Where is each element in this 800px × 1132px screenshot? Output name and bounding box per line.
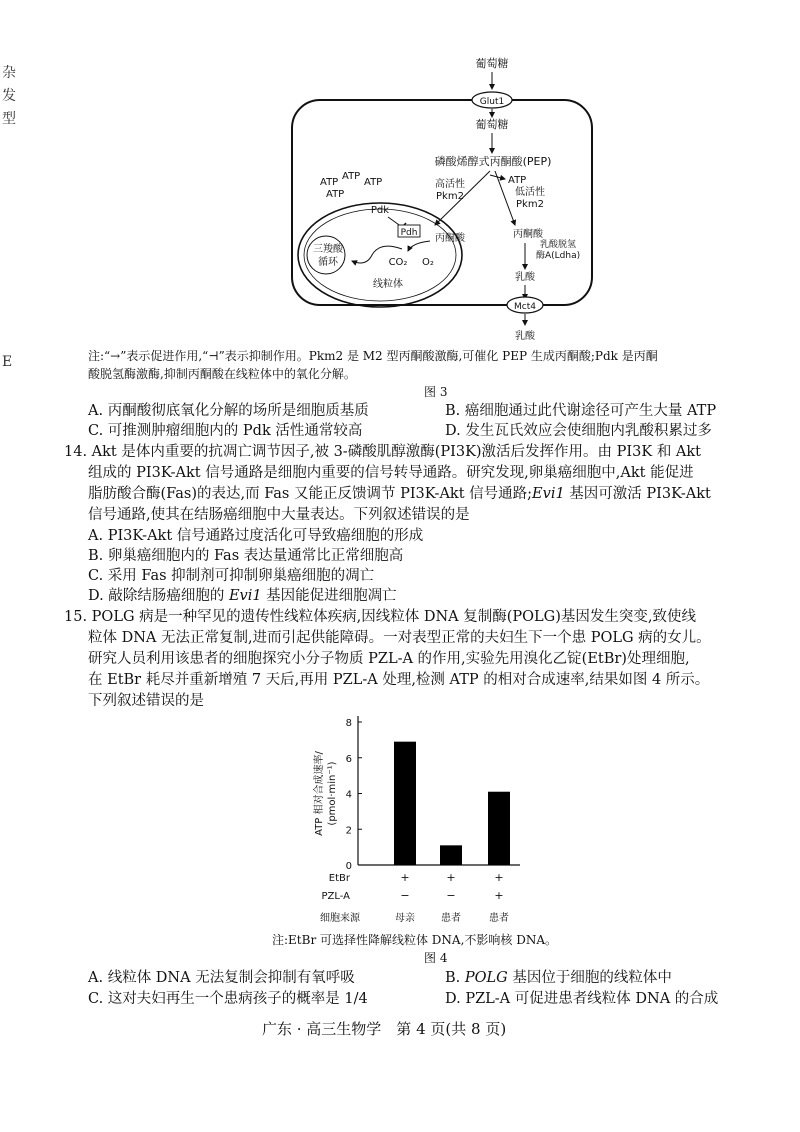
- q14-option-d: D. 敲除结肠癌细胞的 Evi1 基因能促进细胞凋亡: [88, 588, 397, 604]
- y-tick-label: 2: [345, 825, 352, 837]
- lactate-outside-label: 乳酸: [515, 331, 535, 342]
- treatment-mark: +: [446, 871, 456, 884]
- co2-label: CO₂: [388, 257, 408, 268]
- row-label: PZL-A: [321, 891, 350, 902]
- lactate-inside-label: 乳酸: [515, 272, 535, 283]
- bar: [440, 845, 462, 865]
- bar: [488, 792, 510, 865]
- glucose-inside-label: 葡萄糖: [475, 118, 509, 131]
- margin-char: 杂: [2, 65, 16, 81]
- figure-3-note: 注:“→”表示促进作用,“⊣”表示抑制作用。Pkm2 是 M2 型丙酮酸激酶,可催化 PEP 生成丙酮酸;Pdk 是丙酮: [88, 349, 658, 363]
- high-pkm2-label: 高活性: [435, 179, 465, 190]
- glut1-label: Glut1: [479, 97, 505, 107]
- y-axis-label: ATP 相对合成速率/: [314, 751, 325, 836]
- treatment-mark: +: [494, 889, 504, 902]
- pdk-label: Pdk: [370, 205, 390, 216]
- ldha-label: 酶A(Ldha): [536, 251, 581, 261]
- category-label: 母亲: [395, 913, 415, 924]
- y-axis-label: (pmol·min⁻¹): [327, 761, 338, 826]
- q15-option-d: D. PZL-A 可促进患者线粒体 DNA 的合成: [445, 991, 719, 1007]
- q15-stem: 下列叙述错误的是: [88, 693, 204, 709]
- pyruvate-right-label: 丙酮酸: [513, 229, 543, 240]
- q15-stem: 研究人员利用该患者的细胞探究小分子物质 PZL-A 的作用,实验先用溴化乙锭(EtBr)处理细胞,: [88, 651, 690, 667]
- q15-option-c: C. 这对夫妇再生一个患病孩子的概率是 1/4: [88, 991, 368, 1007]
- mitochondrion: [298, 203, 462, 307]
- pyruvate-left-label: 丙酮酸: [435, 233, 465, 244]
- mct4-label: Mct4: [514, 302, 536, 312]
- figure-3-note: 酸脱氢酶激酶,抑制丙酮酸在线粒体中的氧化分解。: [88, 367, 356, 381]
- q14-stem: 脂肪酸合酶(Fas)的表达,而 Fas 又能正反馈调节 PI3K-Akt 信号通路;Evi1 基因可激活 PI3K-Akt: [88, 486, 711, 502]
- q13-option-c: C. 可推测肿瘤细胞内的 Pdk 活性通常较高: [88, 423, 363, 439]
- figure-4-note: 注:EtBr 可选择性降解线粒体 DNA,不影响核 DNA。: [272, 933, 558, 947]
- figure-3-diagram: [280, 55, 610, 345]
- page-footer: 广东 · 高三生物学 第 4 页(共 8 页): [262, 1020, 507, 1038]
- q15-stem: 在 EtBr 耗尽并重新增殖 7 天后,再用 PZL-A 处理,检测 ATP 的相对合成速率,结果如图 4 所示。: [88, 672, 710, 688]
- margin-char: E: [2, 354, 13, 370]
- source-label: 细胞来源: [320, 913, 360, 924]
- treatment-mark: −: [446, 889, 456, 902]
- atp-label: ATP: [320, 177, 339, 188]
- tca-label: 循环: [318, 257, 338, 268]
- q14-option-a: A. PI3K-Akt 信号通路过度活化可导致癌细胞的形成: [88, 528, 424, 544]
- figure-4-chart: [300, 712, 540, 932]
- q15-option-a: A. 线粒体 DNA 无法复制会抑制有氧呼吸: [88, 970, 355, 986]
- y-tick-label: 6: [345, 753, 352, 765]
- pdh-label: Pdh: [400, 228, 418, 238]
- margin-char: 型: [2, 111, 16, 127]
- low-pkm2-label: Pkm2: [516, 199, 544, 210]
- q14-stem: 信号通路,使其在结肠癌细胞中大量表达。下列叙述错误的是: [88, 507, 470, 523]
- row-label: EtBr: [328, 873, 350, 884]
- atp-label: ATP: [342, 171, 361, 182]
- y-tick-label: 0: [345, 861, 352, 872]
- q15-option-b: B. POLG 基因位于细胞的线粒体中: [445, 970, 672, 986]
- q14-stem: 14. Akt 是体内重要的抗凋亡调节因子,被 3-磷酸肌醇激酶(PI3K)激活后发挥作用。由 PI3K 和 Akt: [64, 444, 702, 460]
- q13-option-a: A. 丙酮酸彻底氧化分解的场所是细胞质基质: [88, 403, 369, 419]
- low-pkm2-label: 低活性: [515, 187, 545, 198]
- gene-name: Evi1: [228, 588, 262, 604]
- y-tick-label: 8: [345, 718, 352, 729]
- category-label: 患者: [441, 913, 461, 924]
- bar: [394, 742, 416, 865]
- tca-label: 三羧酸: [313, 244, 343, 255]
- q13-option-b: B. 癌细胞通过此代谢途径可产生大量 ATP: [445, 403, 717, 419]
- q15-stem: 粒体 DNA 无法正常复制,进而引起供能障碍。一对表型正常的夫妇生下一个患 POLG 病的女儿。: [88, 630, 711, 646]
- treatment-mark: +: [400, 871, 410, 884]
- y-tick-label: 4: [345, 789, 352, 801]
- gene-name: Evi1: [532, 486, 565, 502]
- category-label: 患者: [489, 913, 509, 924]
- figure-3-caption: 图 3: [424, 385, 448, 399]
- o2-label: O₂: [422, 257, 434, 268]
- q15-stem: 15. POLG 病是一种罕见的遗传性线粒体疾病,因线粒体 DNA 复制酶(POLG)基因发生突变,致使线: [64, 609, 697, 625]
- q14-option-c: C. 采用 Fas 抑制剂可抑制卵巢癌细胞的凋亡: [88, 568, 375, 584]
- pep-label: 磷酸烯醇式丙酮酸(PEP): [434, 155, 552, 168]
- treatment-mark: −: [400, 889, 410, 902]
- figure-4-caption: 图 4: [424, 951, 448, 965]
- q14-option-b: B. 卵巢癌细胞内的 Fas 表达量通常比正常细胞高: [88, 548, 404, 564]
- high-pkm2-label: Pkm2: [436, 191, 464, 202]
- q13-option-d: D. 发生瓦氏效应会使细胞内乳酸积累过多: [445, 423, 712, 439]
- glucose-outside-label: 葡萄糖: [475, 57, 509, 70]
- gene-name: POLG: [464, 970, 508, 986]
- atp-label: ATP: [326, 189, 345, 200]
- cell-membrane: [292, 100, 592, 305]
- q14-stem: 组成的 PI3K-Akt 信号通路是细胞内重要的信号转导通路。研究发现,卵巢癌细胞中,Akt 能促进: [88, 465, 694, 481]
- margin-char: 发: [2, 88, 16, 104]
- atp-label: ATP: [364, 177, 383, 188]
- atp-right-label: ATP: [508, 175, 527, 186]
- mitochondria-label: 线粒体: [373, 279, 403, 290]
- ldha-label: 乳酸脱氢: [540, 240, 577, 250]
- treatment-mark: +: [494, 871, 504, 884]
